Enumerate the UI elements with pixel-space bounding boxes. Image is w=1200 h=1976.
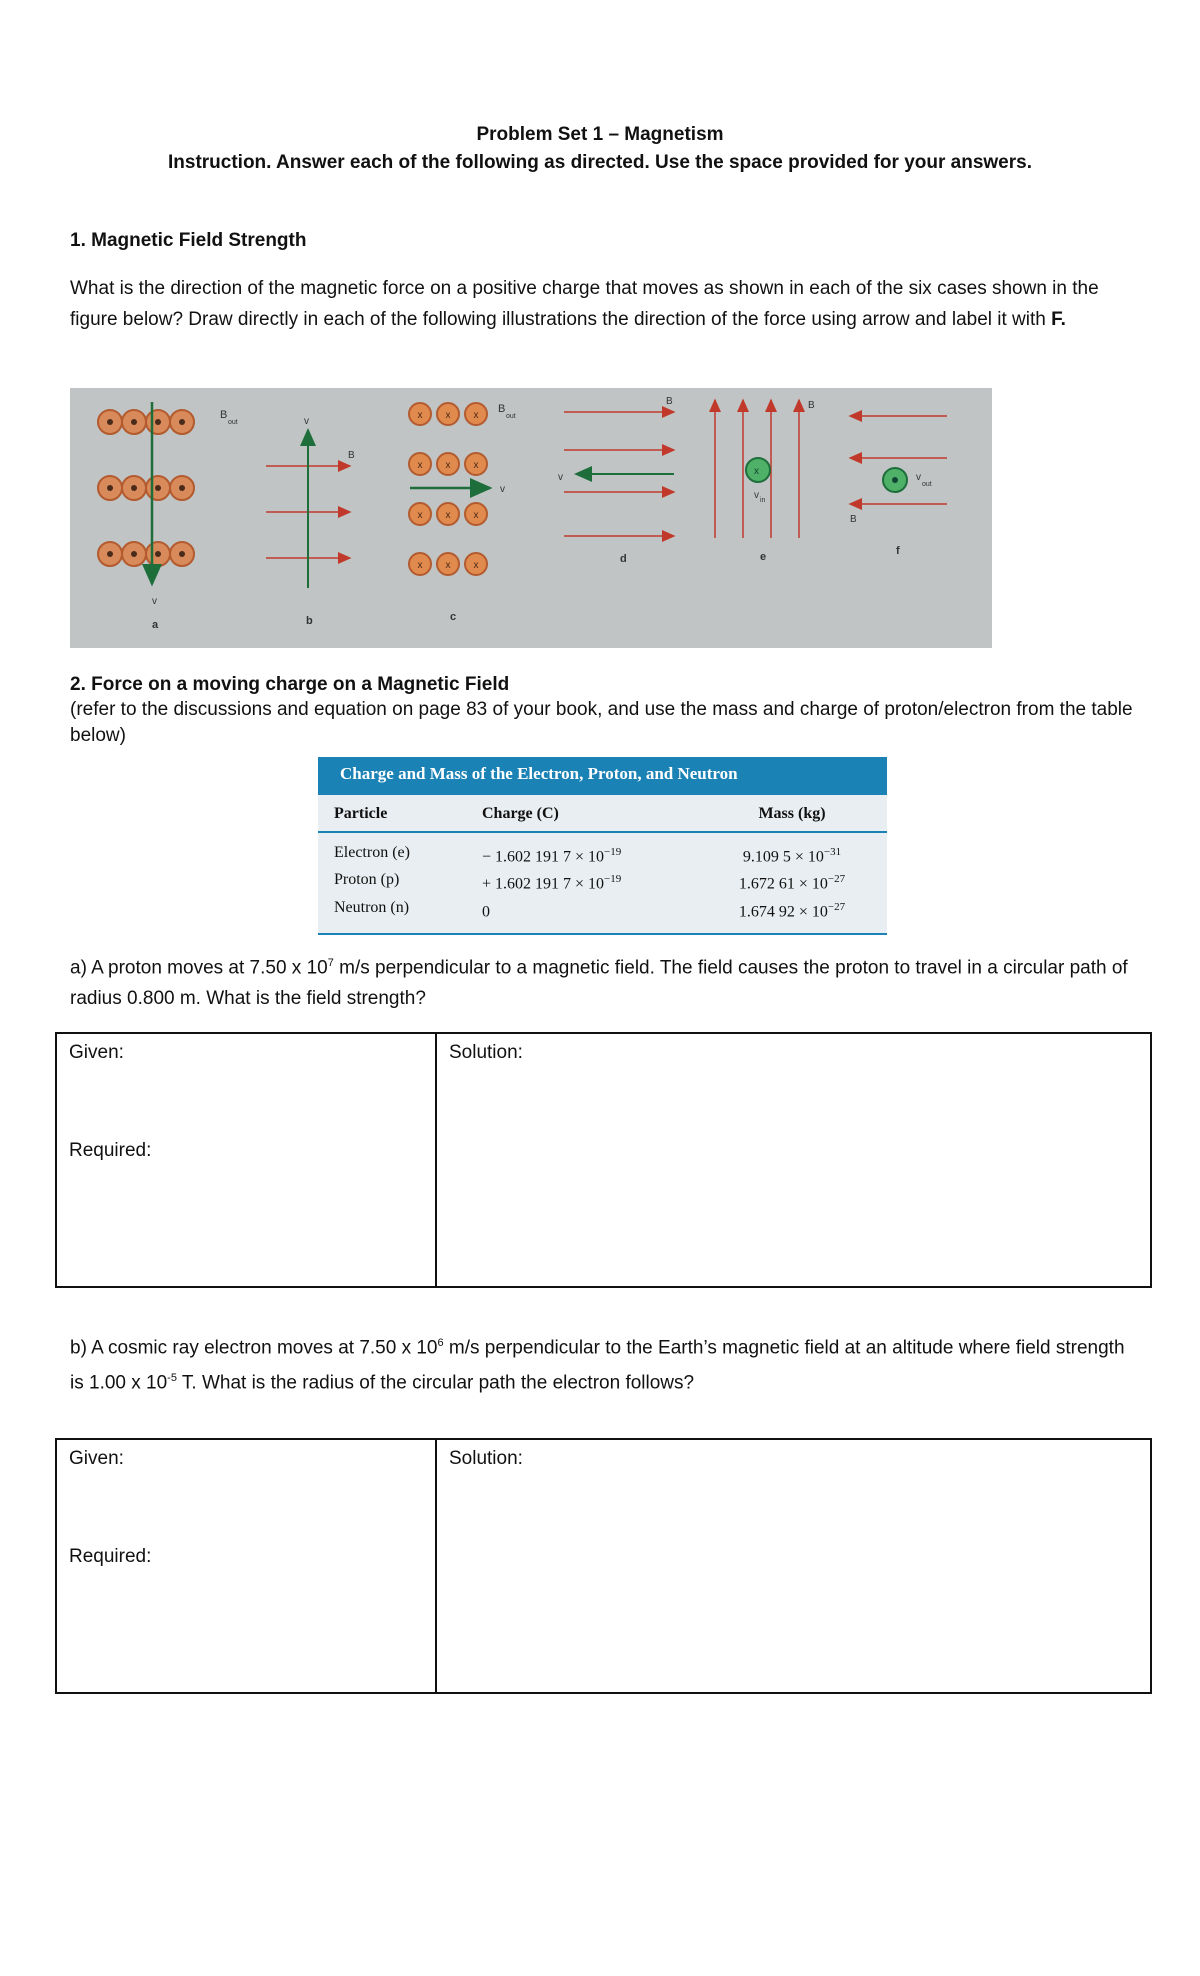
table-title: Charge and Mass of the Electron, Proton, and Neutron bbox=[318, 757, 887, 795]
question-a bbox=[70, 948, 1140, 1014]
c-x: x bbox=[417, 560, 423, 571]
cell-charge-value: − 1.602 191 7 × 10 bbox=[482, 848, 605, 866]
case-c-out-label: out bbox=[506, 413, 516, 420]
c-x: x bbox=[445, 410, 451, 421]
section1-question bbox=[70, 273, 1140, 335]
instruction-text: Instruction. Answer each of the following as directed. Use the space provided for your answers. bbox=[168, 152, 1032, 173]
c-x: x bbox=[417, 460, 423, 471]
table-header-particle: Particle bbox=[334, 805, 388, 822]
cell-mass-exp: −31 bbox=[823, 846, 842, 858]
given-label: Given: bbox=[69, 1042, 124, 1063]
case-e-v-label: v bbox=[754, 490, 759, 501]
case-f-out-label: out bbox=[922, 481, 932, 488]
given-label: Given: bbox=[69, 1448, 124, 1469]
c-x: x bbox=[417, 410, 423, 421]
cell-mass bbox=[717, 841, 867, 868]
required-label: Required: bbox=[69, 1546, 152, 1567]
section2-heading: 2. Force on a moving charge on a Magnetic Field bbox=[70, 674, 510, 695]
table-row bbox=[334, 868, 871, 895]
question-b-exp-1: 6 bbox=[437, 1337, 444, 1349]
case-e-b-label: B bbox=[808, 400, 815, 411]
case-d-v-label: v bbox=[558, 472, 563, 483]
case-b-v-label: v bbox=[304, 416, 309, 427]
answer-box-b bbox=[55, 1438, 1152, 1694]
section1-heading: 1. Magnetic Field Strength bbox=[70, 230, 307, 251]
case-f-v-label: v bbox=[916, 472, 921, 483]
table-body bbox=[318, 833, 887, 935]
case-c-label: c bbox=[450, 611, 457, 623]
solution-label: Solution: bbox=[449, 1042, 523, 1063]
table-header-row bbox=[318, 795, 887, 833]
c-x: x bbox=[473, 460, 479, 471]
cell-particle: Electron (e) bbox=[334, 844, 410, 861]
case-c-b-label: B bbox=[498, 403, 506, 415]
cell-charge-exp: −19 bbox=[604, 846, 622, 858]
c-x: x bbox=[473, 510, 479, 521]
case-e-in-label: in bbox=[760, 497, 766, 504]
cell-mass-exp: −27 bbox=[827, 900, 846, 913]
cell-mass bbox=[717, 896, 867, 923]
case-e-x: x bbox=[754, 466, 759, 477]
case-b-label: b bbox=[306, 615, 313, 627]
c-x: x bbox=[417, 510, 423, 521]
case-d-label: d bbox=[620, 553, 627, 565]
case-a-label: a bbox=[152, 619, 159, 631]
magnetic-field-figure bbox=[70, 388, 992, 648]
cell-mass-value: 1.672 61 × 10 bbox=[738, 875, 828, 893]
question-a-text-1: a) A proton moves at 7.50 x 10 bbox=[70, 957, 328, 979]
table-header-charge: Charge (C) bbox=[482, 805, 559, 822]
question-b-text-3: T. What is the radius of the circular path the electron follows? bbox=[176, 1372, 695, 1394]
cell-mass-exp: −27 bbox=[827, 873, 846, 886]
table-row bbox=[334, 841, 871, 868]
c-x: x bbox=[473, 410, 479, 421]
cell-charge bbox=[482, 868, 717, 895]
particle-table bbox=[318, 757, 887, 935]
section1-question-bold: F. bbox=[1051, 309, 1066, 330]
solution-cell-a[interactable] bbox=[437, 1034, 1150, 1286]
case-e-label: e bbox=[760, 551, 767, 563]
c-x: x bbox=[445, 560, 451, 571]
case-a-v-label: v bbox=[152, 596, 157, 607]
cell-particle: Proton (p) bbox=[334, 871, 400, 889]
question-b-text-2: m/s perpendicular to the Earth’s magnetic field at an altitude where field strength is 1.00 x 10 bbox=[70, 1337, 1125, 1394]
cell-charge bbox=[482, 841, 717, 868]
section2-note: (refer to the discussions and equation on page 83 of your book, and use the mass and charge of proton/electron from the table below) bbox=[70, 699, 1133, 746]
question-a-text-2: m/s perpendicular to a magnetic field. The field causes the proton to travel in a circular path of radius 0.800 m. What is the field strength? bbox=[70, 957, 1128, 1010]
case-a-out-label: out bbox=[228, 419, 238, 426]
question-b-text-1: b) A cosmic ray electron moves at 7.50 x 10 bbox=[70, 1337, 438, 1359]
cell-particle: Neutron (n) bbox=[334, 898, 410, 916]
table-row bbox=[334, 896, 871, 923]
section1-question-text: What is the direction of the magnetic force on a positive charge that moves as shown in each of the six cases shown in the figure below? Draw directly in each of the following illustrations the direction of the force using arrow and label it with bbox=[70, 278, 1099, 330]
case-d-b-label: B bbox=[666, 396, 673, 407]
cell-charge-value: + 1.602 191 7 × 10 bbox=[482, 875, 605, 893]
required-label: Required: bbox=[69, 1140, 152, 1161]
cell-charge-exp: −19 bbox=[604, 873, 622, 886]
question-b bbox=[70, 1328, 1140, 1399]
given-required-cell-a[interactable] bbox=[57, 1034, 437, 1286]
case-f-b-label: B bbox=[850, 514, 857, 525]
solution-cell-b[interactable] bbox=[437, 1440, 1150, 1692]
case-c-v-label: v bbox=[500, 484, 505, 495]
c-x: x bbox=[445, 460, 451, 471]
cell-mass-value: 1.674 92 × 10 bbox=[738, 902, 828, 920]
cell-charge-value: 0 bbox=[482, 902, 490, 920]
page-title: Problem Set 1 – Magnetism bbox=[476, 124, 724, 145]
solution-label: Solution: bbox=[449, 1448, 523, 1469]
cell-charge bbox=[482, 896, 717, 923]
c-x: x bbox=[473, 560, 479, 571]
given-required-cell-b[interactable] bbox=[57, 1440, 437, 1692]
question-a-exp: 7 bbox=[327, 957, 334, 969]
case-b-b-label: B bbox=[348, 450, 355, 461]
cell-mass bbox=[717, 868, 867, 895]
cell-mass-value: 9.109 5 × 10 bbox=[742, 848, 824, 866]
answer-box-a bbox=[55, 1032, 1152, 1288]
c-x: x bbox=[445, 510, 451, 521]
case-f-label: f bbox=[896, 545, 900, 557]
question-b-exp-2: -5 bbox=[167, 1372, 177, 1385]
table-header-mass: Mass (kg) bbox=[758, 805, 826, 822]
case-a-b-label: B bbox=[220, 409, 228, 421]
